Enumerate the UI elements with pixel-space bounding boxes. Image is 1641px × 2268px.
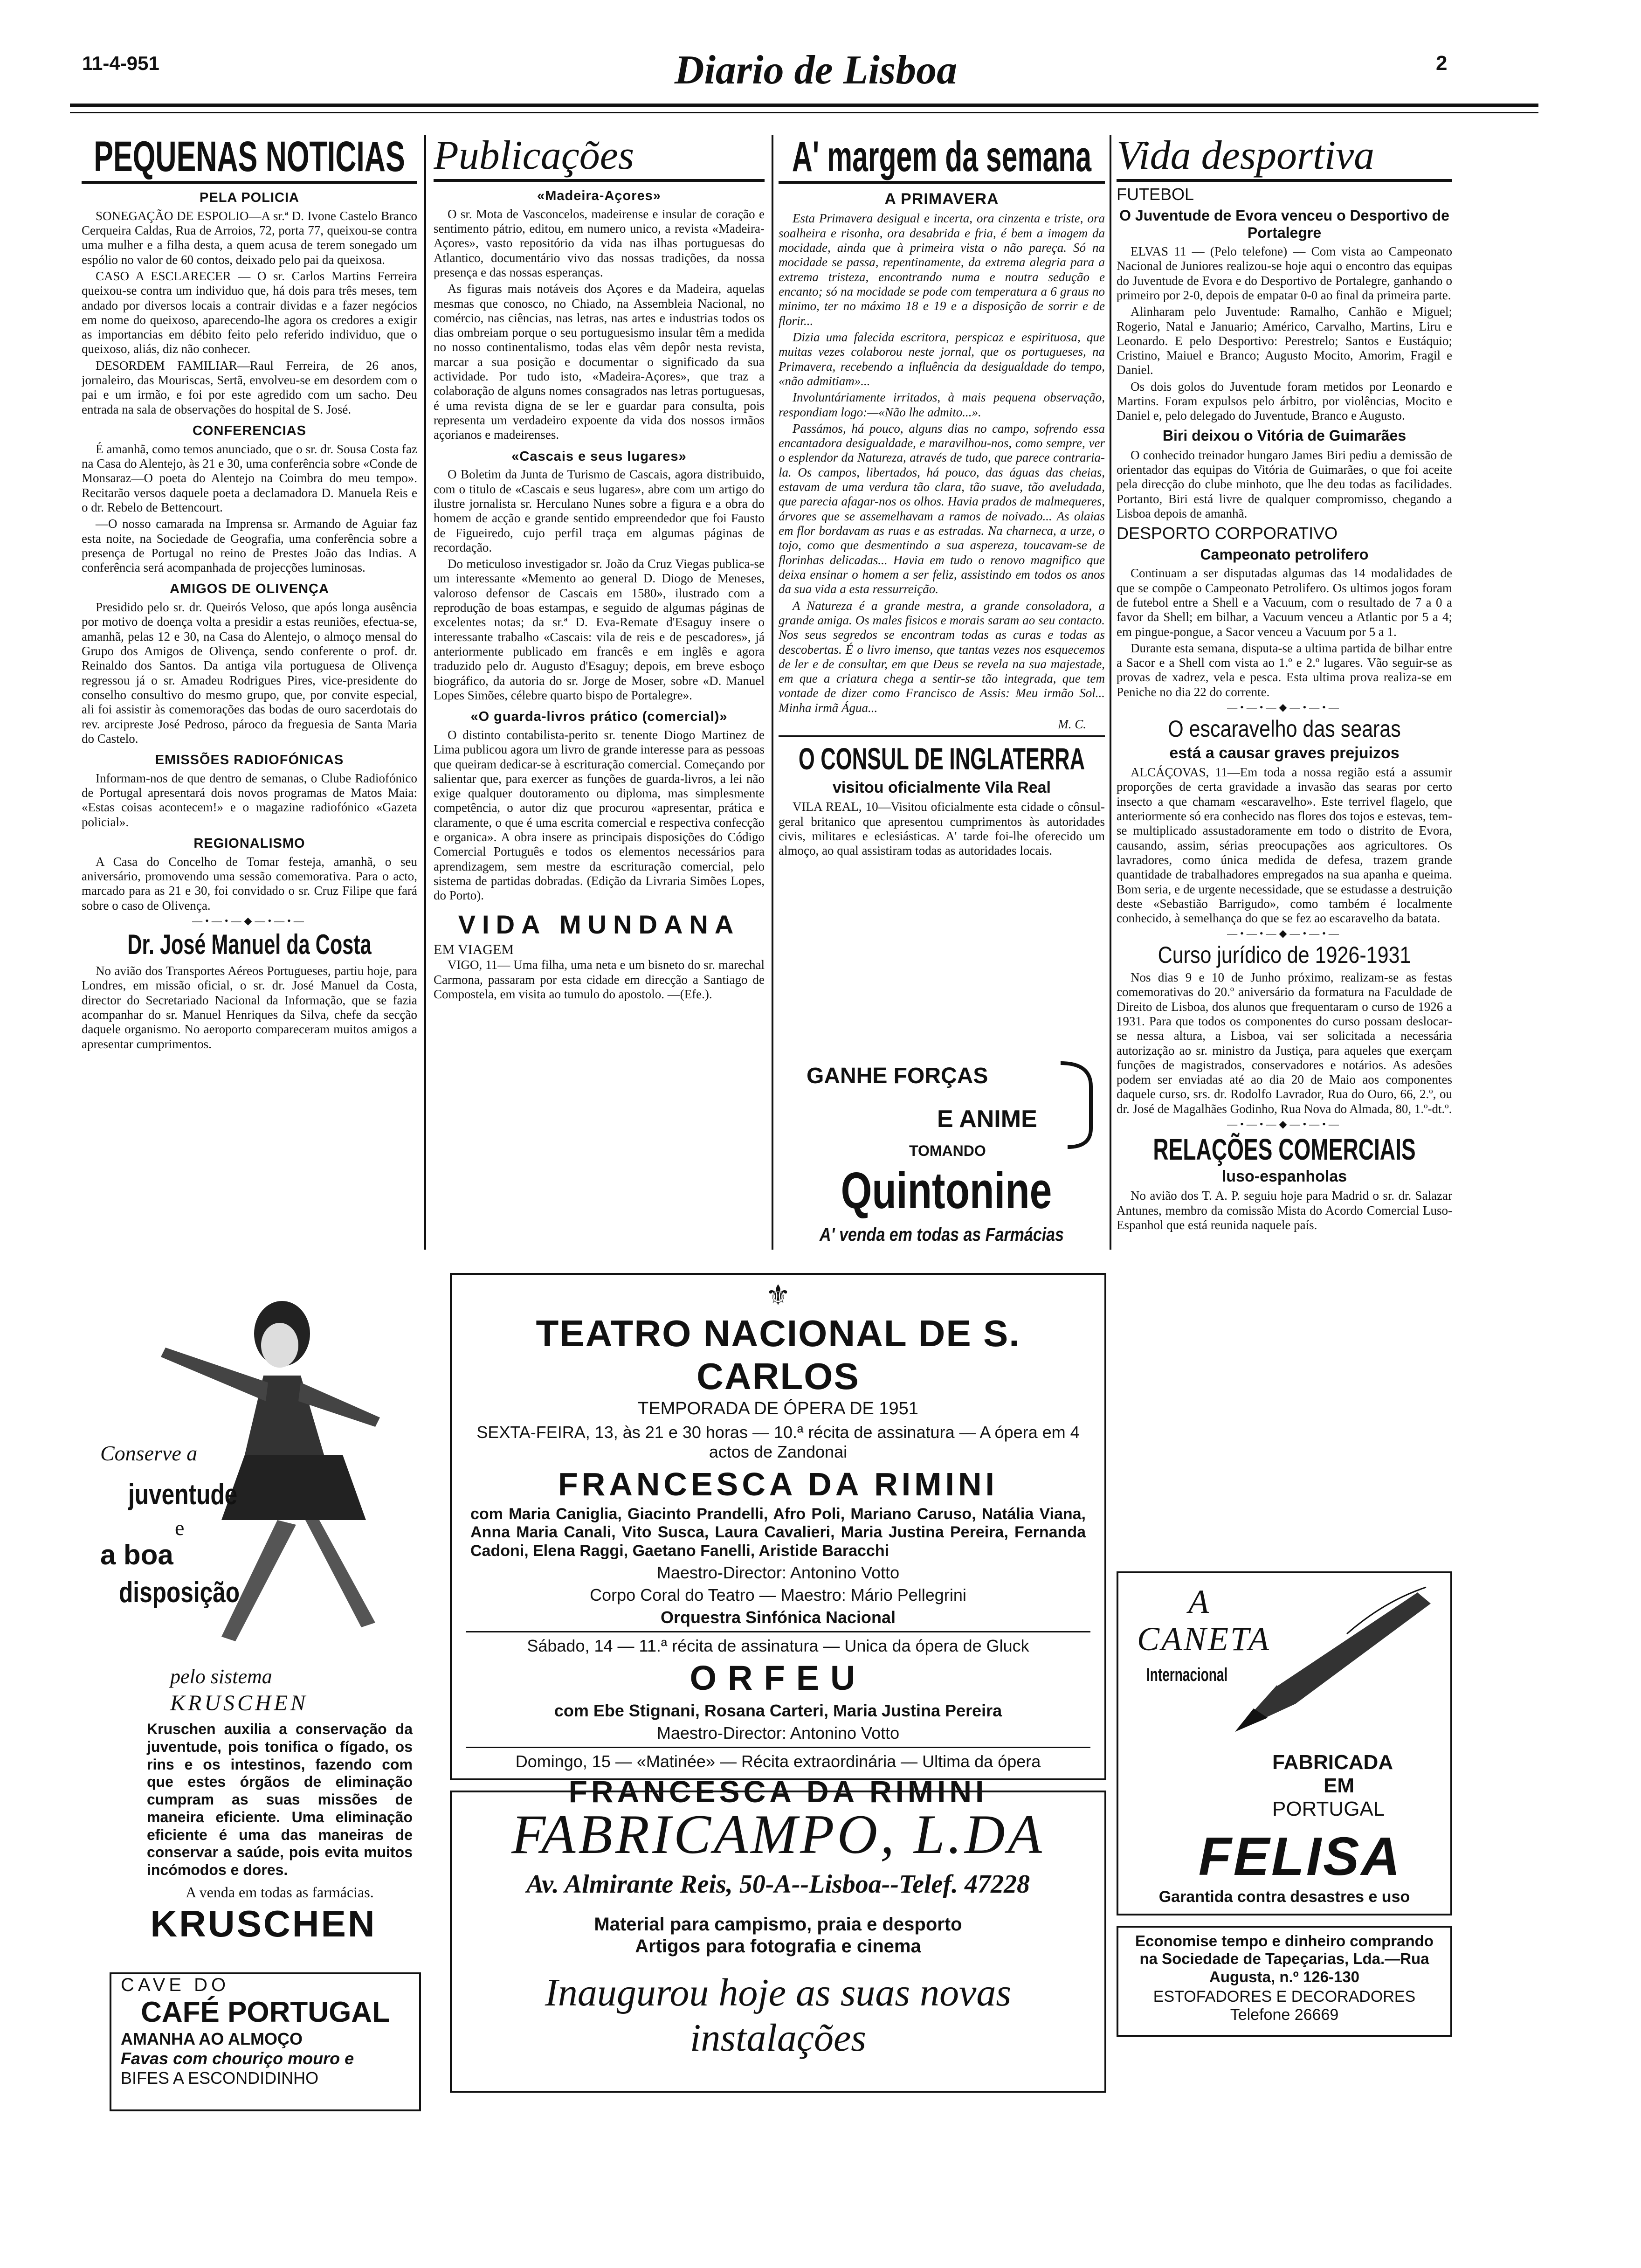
- paragraph: É amanhã, como temos anunciado, que o sr. dr. Sousa Costa faz na Casa do Alentejo, às 21 e 30, uma conferência sobre «Conde de Monsaraz—O poeta do Alentejo na Coimbra do meu tempo». Recitarão versos daquele poeta a declamadora D. Manuela Reis e o dr. Rebelo de Bettencourt.: [82, 442, 417, 514]
- page-number: 2: [1436, 52, 1448, 75]
- section-heading: «Cascais e seus lugares»: [511, 449, 687, 464]
- paragraph: As figuras mais notáveis dos Açores e da Madeira, aquelas mesmas que conosco, no Chiado, na Assembleia Nacional, no comércio, nas ciências, nas letras, nas artes e industrias todos os dias ombreiam porque o seu portuguesismo insular têm a medida no nosso continentalismo, todas elas vêm depôr nesta revista, marcar a sua posição e documentar o significado da sua actividade. Por tudo isto, «Madeira-Açores», que traz a colaboração de alguns nomes consagrados nas letras portuguesas, é uma revista digna de se ler e guardar para consulta, pois representa um verdadeiro expoente da vida dos nossos irmãos açorianos e madeirenses.: [434, 282, 765, 442]
- teatro-sao-carlos-ad: [450, 1273, 1106, 1809]
- cafe-line-4: Favas com chouriço mouro e: [121, 2049, 354, 2068]
- paragraph: Presidido pelo sr. dr. Queirós Veloso, que após longa ausência por motivo de doença volta a presidir a estas reuniões, efectua-se, amanhã, pelas 12 e 30, na Casa do Alentejo, o almoço mensal do Grupo dos Amigos de Olivença, sendo conferente o prof. dr. Reinaldo dos Santos. Da antiga vila portuguesa de Olivença regressou já o sr. Amadeu Rodrigues Pires, vice-presidente do conselho consultivo do mesmo grupo, que, por convite especial, ali foi assistir às comemorações das bodas de ouro sacerdotais do rev. arcipreste José Pedroso, pároco da freguesia de Santa Maria do Castelo.: [82, 600, 417, 746]
- section-heading: CONFERENCIAS: [192, 423, 306, 438]
- fabricampo-line-1: Material para campismo, praia e desporto: [594, 1914, 962, 1935]
- quintonine-line-1: GANHE FORÇAS: [807, 1064, 988, 1088]
- paragraph: Dizia uma falecida escritora, perspicaz e espirituosa, que muitas vezes colaborou neste jornal, que os portugueses, na Primavera, recebendo a influência da desigualdade do tempo, «não admitiam»...: [779, 330, 1105, 388]
- caneta-line-6: PORTUGAL: [1272, 1798, 1385, 1820]
- section-heading: AMIGOS DE OLIVENÇA: [170, 581, 329, 597]
- kruschen-ad: [82, 1301, 417, 1954]
- paragraph: Passámos, há pouco, alguns dias no campo, sofrendo essa encantadora desigualdade, e maravilhou-nos, como sempre, ver o esplendor da Natureza, através de tudo, que parece contraria-la. Os campos, libertados, há pouco, das águas das cheias, estavam de uma verdura tão clara, tão suave, tão aveludada, que parecia afagar-nos os olhos. Havia prados de malmequeres, árvores que se assemelhavam a ramos de noivado... As olaias em flor bordavam as ruas e as estradas. Na charneca, a urze, o tojo, como que desmentindo a sua aspereza, toucavam-se de florinhas delicadas... Havia em tudo o renovo magnifico que deixa ensinar o homem a ser feliz, assistindo em todos os anos da sua vida a esta ressurreição.: [779, 421, 1105, 596]
- quintonine-brand: Quintonine: [841, 1162, 1052, 1219]
- headline: Biri deixou o Vitória de Guimarães: [1162, 427, 1407, 444]
- opera-title-3: FRANCESCA DA RIMINI: [568, 1774, 988, 1809]
- paragraph: VILA REAL, 10—Visitou oficialmente esta cidade o cônsul-geral britanico que apresentou cumprimentos às autoridades civis, militares e eclesiásticas. A' tarde foi-lhe oferecido um almoço, ao qual assistiram todas as autoridades locais.: [779, 800, 1105, 858]
- paragraph: SONEGAÇÃO DE ESPOLIO—A sr.ª D. Ivone Castelo Branco Cerqueira Caldas, Rua de Arroios, 72, porta 77, queixou-se contra uma mulher e a filha desta, a quem acusa de terem sonegado um espólio no valor de 60 contos, deixado pelo pai da queixosa.: [82, 208, 417, 267]
- column-rule: [1110, 135, 1111, 1250]
- ornament-divider: —•—•—◆—•—•—: [192, 914, 307, 927]
- orchestra: Orquestra Sinfónica Nacional: [660, 1607, 896, 1627]
- paragraph: ELVAS 11 — (Pelo telefone) — Com vista ao Campeonato Nacional de Juniores realizou-se hoje aqui o encontro das equipas do Juventude de Evora e do Desportivo de Portalegre, ganhando o primeiro por 2-0, depois de empatar 0-0 ao final da primeira parte.: [1117, 244, 1452, 302]
- theatre-line-3: Domingo, 15 — «Matinée» — Récita extraordinária — Ultima da ópera: [515, 1751, 1041, 1771]
- cafe-line-3: AMANHA AO ALMOÇO: [121, 2029, 303, 2049]
- vida-mundana-sub: EM VIAGEM: [434, 941, 514, 957]
- relacoes-title: RELAÇÕES COMERCIAIS: [1153, 1132, 1416, 1166]
- paragraph: Durante esta semana, disputa-se a ultima partida de bilhar entre a Sacor e a Shell com vista ao 1.º e 2.º lugares. Vão seguir-se as provas de xadrez, vela e pesca. Esta ultima prova realiza-se em Peniche no dia 22 do corrente.: [1117, 641, 1452, 699]
- paragraph: Nos dias 9 e 10 de Junho próximo, realizam-se as festas comemorativas do 20.º aniversário da formatura na Faculdade de Direito de Lisboa, dos alunos que frequentaram o curso de 1926 a 1931. Para que todos os componentes do curso possam deslocar-se nessa altura, a Lisboa, vai ser solicitada a necessária autorização ao sr. ministro da Justiça, para aqueles que exerçam funções de magistrados, conservadores e notários. As adesões podem ser enviadas até ao dia 20 de Maio aos componentes daquele curso, srs. dr. Rodolfo Lavrador, Rua do Ouro, 66, 2.º, ou dr. José de Magalhães Godinho, Rua Nova do Almada, 80, 1.º-dt.º.: [1117, 970, 1452, 1116]
- margem-title: A' margem da semana: [792, 135, 1092, 180]
- opera-title-2: ORFEU: [689, 1659, 867, 1698]
- fabricampo-line-3: Inaugurou hoje as suas novas: [545, 1971, 1012, 2014]
- kruschen-body: Kruschen auxilia a conservação da juventude, pois tonifica o fígado, os rins e os intestinos, fazendo com que estes órgãos de eliminação cumpram as suas missões de maneira eficiente. Uma eliminação eficiente é uma das maneiras de conservar a saúde, pois evita muitos incómodos e dores.: [147, 1721, 413, 1878]
- masthead-date: 11-4-951: [82, 52, 159, 74]
- divider: [466, 1747, 1090, 1748]
- theatre-line-1: SEXTA-FEIRA, 13, às 21 e 30 horas — 10.ª récita de assinatura — A ópera em 4 actos de Zandonai: [476, 1423, 1080, 1462]
- headline: O Juventude de Evora venceu o Desportivo de Portalegre: [1119, 207, 1449, 241]
- paragraph: DESORDEM FAMILIAR—Raul Ferreira, de 26 anos, jornaleiro, das Mouriscas, Sertã, envolveu-se em desordem com o pai e um irmão, e foi por este agredido com um sacho. Deu entrada na sala de observações do hospital de S. José.: [82, 358, 417, 416]
- paragraph: O sr. Mota de Vasconcelos, madeirense e insular de coração e sentimento pátrio, editou, em numero unico, a revista «Madeira-Açores», vasto repositório da vida nas ilhas portuguesas do Atlantico, documentário vivo das nossas tradições, da nossa presença e das nossas esperanças.: [434, 207, 765, 279]
- kruschen-tagline-5: disposição: [119, 1577, 240, 1609]
- column-rule: [424, 135, 426, 1250]
- kruschen-tagline-1: Conserve a: [100, 1441, 198, 1465]
- maestro-1: Maestro-Director: Antonino Votto: [656, 1563, 900, 1583]
- paragraph: ALCÁÇOVAS, 11—Em toda a nossa região está a assumir proporções de certa gravidade a invasão das searas por certo insecto a que chamam «escaravelho». Este terrivel flagelo, que anteriormente só era conhecido nas flores dos tojos e estevas, tem-se multiplicado assustadoramente em todo o distrito de Evora, causando, assim, sérias preocupações aos agricultores. Os lavradores, como única medida de defesa, trazem grande quantidade de trabalhadores empregados na sua apanha e queima. Bom seria, e de urgente necessidade, que se estudasse a destruição deste «Sebastião Barrigudo», como também é localmente conhecido, à semelhança do que se fez ao escaravelho da batata.: [1117, 765, 1452, 926]
- tapecarias-line-2: ESTOFADORES E DECORADORES: [1153, 1987, 1416, 2005]
- fountain-pen-illustration: [1207, 1583, 1440, 1736]
- quintonine-ad: [779, 1044, 1105, 1250]
- column-vida-desportiva: [1117, 135, 1452, 1469]
- paragraph: O Boletim da Junta de Turismo de Cascais, agora distribuido, com o titulo de «Cascais e seus lugares», abre com um artigo do ilustre jornalista sr. Herculano Nunes sobre a figura e a obra do homem de acção e grande sentido empreendedor que foi Fausto de Figueiredo, cujo perfil traça em algumas páginas de recordação.: [434, 467, 765, 554]
- paragraph: CASO A ESCLARECER — O sr. Carlos Martins Ferreira queixou-se contra um individuo que, há dois para três meses, tem andado por diversos locais a contrair dividas e a fazer negócios em nome do queixoso, aparecendo-lhe agora os credores a exigir as importancias em débito feito pelo referido individuo, que o queixoso, aliás, diz não conhecer.: [82, 269, 417, 356]
- section-heading: REGIONALISMO: [193, 836, 305, 851]
- paragraph: Os dois golos do Juventude foram metidos por Leonardo e Martins. Foram expulsos pelo árbitro, por violências, Mocito e Daniel e, pelo delegado do Juventude, Branco e Augusto.: [1117, 379, 1452, 423]
- fabricampo-line-4: instalações: [690, 2016, 866, 2060]
- caneta-line-1: A: [1188, 1583, 1209, 1620]
- fabricampo-address: Av. Almirante Reis, 50-A--Lisboa--Telef. 47228: [526, 1870, 1030, 1899]
- paragraph: O conhecido treinador hungaro James Biri pediu a demissão de orientador das equipas do Vitória de Guimarães, o que foi aceite pela direcção do clube minhoto, que lhe deu todas as facilidades. Portanto, Biri está livre de qualquer compromisso, chegando a Lisboa depois de amanhã.: [1117, 448, 1452, 521]
- fabricampo-ad: [450, 1791, 1106, 2093]
- masthead-rule: [70, 104, 1538, 107]
- column-rule: [772, 135, 773, 1250]
- paragraph: Continuam a ser disputadas algumas das 14 modalidades de que se compõe o Campeonato Petrolifero. Os ultimos jogos foram de futebol entre a Shell e a Vacuum, com o resultado de 7 a 0 a favor da Shell; em bilhar, a Vacuum venceu a Atlantic por 5 a 4; em pingue-pongue, a Sacor venceu a Vacuum por 5 a 1.: [1117, 566, 1452, 639]
- caneta-felisa-ad: [1117, 1571, 1452, 1915]
- section-heading: «O guarda-livros prático (comercial)»: [470, 709, 728, 725]
- masthead-title: Diario de Lisboa: [674, 48, 958, 93]
- kruschen-brand: KRUSCHEN: [150, 1903, 377, 1944]
- caneta-brand: FELISA: [1198, 1826, 1402, 1887]
- section-heading: FUTEBOL: [1117, 185, 1194, 204]
- paragraph: Do meticuloso investigador sr. João da Cruz Viegas publica-se um interessante «Memento ao general D. Diogo de Meneses, valoroso defensor de Cascais em 1580», ilustrado com a reprodução de boas estampas, e seguido de algumas páginas de excelentes notas; da sr.ª D. Eva-Remate d'Esaguy insere o interessante trabalho «Cascais: vila de reis e de pescadores», já anteriormente publicado em francês e em inglês e agora traduzido pelo dr. Augusto d'Esaguy; depois, em breve esboço biográfico, da autoria do sr. Jorge de Moser, sobre «D. Manuel Lopes Simões, célebre quarto bispo de Portalegre».: [434, 557, 765, 702]
- section-heading: DESPORTO CORPORATIVO: [1117, 524, 1338, 543]
- ornament-divider: —•—•—◆—•—•—: [1227, 1118, 1342, 1130]
- tapecarias-line-3: Telefone 26669: [1230, 2006, 1339, 2024]
- paragraph: A Casa do Concelho de Tomar festeja, amanhã, o seu aniversário, promovendo uma sessão comemorativa. Para o acto, marcado para as 21 e 30, foi convidado o sr. Cruz Filipe que fará sobre o caso de Olivença.: [82, 854, 417, 913]
- choir: Corpo Coral do Teatro — Maestro: Mário Pellegrini: [590, 1585, 966, 1605]
- paragraph: O distinto contabilista-perito sr. tenente Diogo Martinez de Lima publicou agora um livro de grande interesse para as pessoas que queiram dedicar-se à escrituração comercial. Começando por salientar que, para exercer as funções de guarda-livros, a lei não exige qualquer doutoramento ou diploma, mas simplesmente competência, o autor diz que procurou «apresentar, prática e claramente, o que é uma escrita comercial e respectiva confecção e organica». A obra insere as principais disposições do Código Comercial Português e todos os elementos necessários para aprendizagem, sem mestre da escrituração comercial, pelo sistema de partidas dobradas. (Edição da Livraria Simões Lopes, do Porto).: [434, 727, 765, 903]
- quintonine-line-4: A' venda em todas as Farmácias: [820, 1224, 1064, 1245]
- divider: [466, 1631, 1090, 1632]
- escaravelho-sub: está a causar graves prejuizos: [1169, 744, 1400, 762]
- fabricampo-line-2: Artigos para fotografia e cinema: [635, 1936, 921, 1957]
- kruschen-tagline-7: KRUSCHEN: [170, 1691, 309, 1715]
- caneta-line-5: EM: [1324, 1774, 1354, 1797]
- paragraph: A Natureza é a grande mestra, a grande consoladora, a grande amiga. Os males fisicos e morais saram ao seu contacto. Nos seus segredos se encontram todas as curas e todas as descobertas. É o livro imenso, que tantas vezes nos esquecemos de ler e de consultar, em que Deus se revela na sua majestade, em que a criatura chega a sentir-se tão integrada, que tem vontade de dizer como Francisco de Assis: Meu irmão Sol... Minha irmã Água...: [779, 598, 1105, 715]
- maestro-2: Maestro-Director: Antonino Votto: [656, 1723, 900, 1742]
- desportiva-title: Vida desportiva: [1117, 135, 1375, 178]
- tapecarias-line-1: Economise tempo e dinheiro comprando na Sociedade de Tapeçarias, Lda.—Rua Augusta, n.º 126-130: [1135, 1932, 1434, 1985]
- vida-mundana-title: VIDA MUNDANA: [458, 909, 740, 939]
- caneta-line-3: Internacional: [1146, 1665, 1228, 1685]
- pequenas-title: PEQUENAS NOTICIAS: [94, 135, 405, 180]
- cast-list-2: com Ebe Stignani, Rosana Carteri, Maria Justina Pereira: [554, 1701, 1002, 1721]
- column-margem-semana: [779, 135, 1105, 1030]
- fabricampo-title: FABRICAMPO, L.DA: [511, 1803, 1045, 1865]
- tapecarias-ad: [1117, 1926, 1452, 2037]
- bracket-decoration: [1058, 1058, 1096, 1152]
- consul-sub: visitou oficialmente Vila Real: [833, 778, 1051, 796]
- section-heading: «Madeira-Açores»: [537, 188, 661, 203]
- paragraph: No avião dos T. A. P. seguiu hoje para Madrid o sr. dr. Salazar Antunes, membro da comissão Mista do Acordo Comercial Luso-Espanhol que está reunida naquele país.: [1117, 1189, 1452, 1232]
- paragraph: Alinharam pelo Juventude: Ramalho, Canhão e Miguel; Rogerio, Natal e Januario; Américo, Carvalho, Martins, Liru e Leonardo. E pelo Desportivo: Perestrelo; Santos e Eustáquio; Cristino, Maiuel e Branco; Augusto Mocito, Amorim, Fragil e Daniel.: [1117, 304, 1452, 377]
- cafe-line-2: CAFÉ PORTUGAL: [141, 1996, 390, 2029]
- ornament-divider: —•—•—◆—•—•—: [1227, 927, 1342, 940]
- section-heading: A PRIMAVERA: [884, 190, 999, 208]
- theatre-emblem-icon: ⚜: [765, 1280, 791, 1311]
- title-rule: [1117, 179, 1452, 182]
- escaravelho-title: O escaravelho das searas: [1168, 715, 1401, 742]
- quintonine-line-2: E ANIME: [937, 1106, 1037, 1133]
- kruschen-tagline-3: e: [175, 1516, 185, 1540]
- theatre-subtitle: TEMPORADA DE ÓPERA DE 1951: [638, 1399, 918, 1419]
- paragraph: —O nosso camarada na Imprensa sr. Armando de Aguiar faz esta noite, na Sociedade de Geografia, uma conferência sobre a presença de Portugal no reino de Prestes João das Indias. A conferência será acompanhada de projecções luminosas.: [82, 517, 417, 575]
- kruschen-tagline-2: juventude: [128, 1479, 238, 1511]
- quintonine-line-3: TOMANDO: [909, 1142, 986, 1159]
- signature: M. C.: [1058, 717, 1086, 732]
- title-rule: [82, 181, 417, 184]
- ornament-divider: —•—•—◆—•—•—: [1227, 701, 1342, 713]
- theatre-line-2: Sábado, 14 — 11.ª récita de assinatura — Unica da ópera de Gluck: [527, 1636, 1029, 1655]
- cast-list-1: com Maria Caniglia, Giacinto Prandelli, Afro Poli, Mariano Caruso, Natália Viana, Anna Maria Canali, Vito Susca, Laura Cavalieri, Maria Justina Pereira, Fernanda Cadoni, Elena Raggi, Gaetano Fanelli, Aristide Baracchi: [470, 1505, 1086, 1560]
- column-publicacoes: [434, 135, 765, 1250]
- kruschen-sale: A venda em todas as farmácias.: [186, 1884, 374, 1901]
- cafe-portugal-ad: [110, 1972, 421, 2111]
- theatre-title: TEATRO NACIONAL DE S. CARLOS: [536, 1312, 1020, 1397]
- section-heading: EMISSÕES RADIOFÓNICAS: [155, 753, 344, 768]
- kruschen-tagline-6: pelo sistema: [170, 1665, 272, 1688]
- relacoes-sub: luso-espanholas: [1221, 1167, 1347, 1185]
- title-rule: [779, 181, 1105, 184]
- caneta-line-7: Garantida contra desastres e uso: [1158, 1888, 1410, 1906]
- caneta-line-4: FABRICADA: [1272, 1751, 1393, 1774]
- curso-title: Curso jurídico de 1926-1931: [1158, 941, 1411, 968]
- cafe-line-5: BIFES A ESCONDIDINHO: [121, 2068, 319, 2088]
- publicacoes-title: Publicações: [434, 135, 634, 178]
- kruschen-tagline-4: a boa: [100, 1539, 173, 1570]
- divider: [779, 735, 1105, 737]
- opera-title-1: FRANCESCA DA RIMINI: [558, 1466, 998, 1502]
- paragraph: Informam-nos de que dentro de semanas, o Clube Radiofónico de Portugal apresentará dois novos programas de Matos Maia: «Estas coisas acontecem!» e o magazine radiofónico «Gazeta policial».: [82, 771, 417, 829]
- paragraph: VIGO, 11— Uma filha, uma neta e um bisneto do sr. marechal Carmona, passaram por esta cidade em direcção a Santiago de Compostela, em visita ao tumulo do apostolo. —(Efe.).: [434, 958, 765, 1001]
- paragraph: No avião dos Transportes Aéreos Portugueses, partiu hoje, para Londres, em missão oficial, o sr. dr. José Manuel da Costa, director do Secretariado Nacional da Informação, que se fazia acompanhar do sr. Manuel Henriques da Silva, chefe da secção daquele organismo. No aeroporto compareceram muitos amigos a apresentar cumprimentos.: [82, 964, 417, 1051]
- paragraph: Involuntáriamente irritados, à mais pequena observação, respondiam logo:—«Não lhe admito...».: [779, 390, 1105, 419]
- caneta-line-2: CANETA: [1137, 1620, 1271, 1658]
- headline: Campeonato petrolifero: [1200, 546, 1369, 563]
- paragraph: Esta Primavera desigual e incerta, ora cinzenta e triste, ora soalheira e risonha, ora desabrida e fria, é bem a imagem da mocidade, ainda que à primeira vista o não pareça. Só na mocidade se passa, repentinamente, da extrema alegria para a extrema tristeza, encontrando numa e noutra sedução e encanto; só na mocidade se pode com temperatura a 6 graus no minimo, ter no máximo 18 e 19 e a disposição de sorrir e de florir...: [779, 211, 1105, 328]
- section-heading: PELA POLICIA: [200, 190, 299, 205]
- costa-title: Dr. José Manuel da Costa: [127, 929, 372, 961]
- masthead-rule-thin: [70, 112, 1538, 113]
- consul-title: O CONSUL DE INGLATERRA: [798, 741, 1085, 776]
- title-rule: [434, 179, 765, 182]
- cafe-line-1: CAVE DO: [121, 1975, 230, 1995]
- column-pequenas-noticias: [82, 135, 417, 1292]
